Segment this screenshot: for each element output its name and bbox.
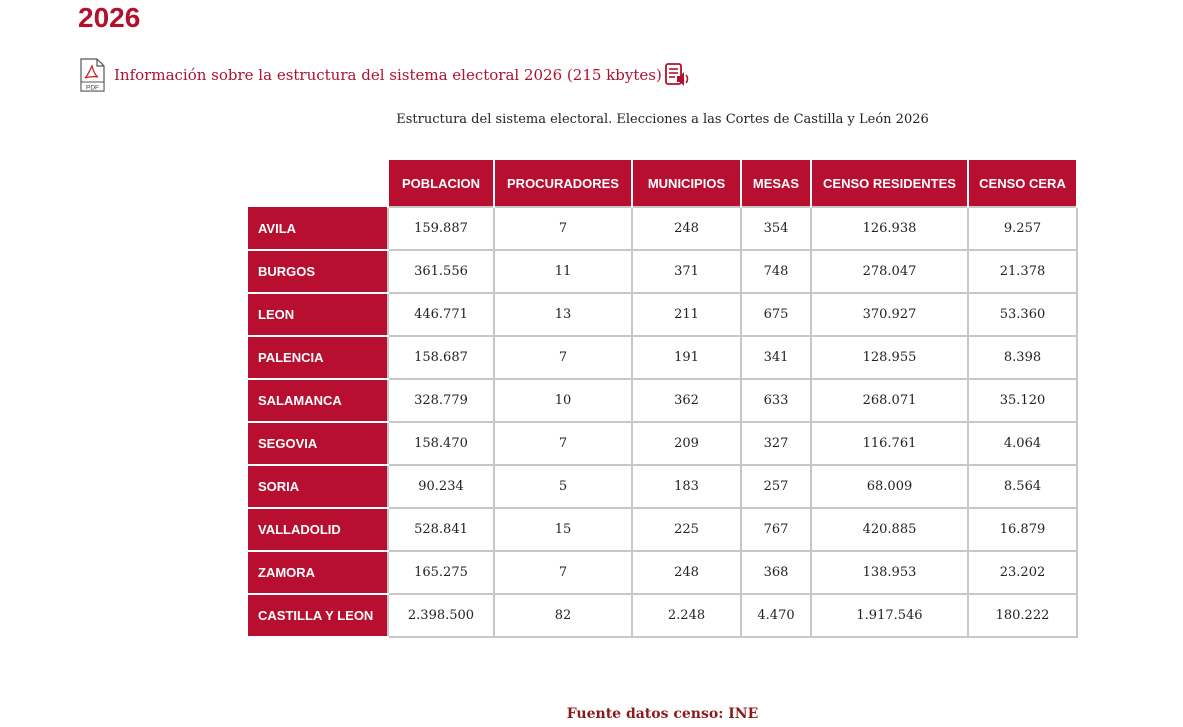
table-cell: 7 [494,551,632,594]
table-cell: 159.887 [388,207,494,250]
table-cell: 211 [632,293,741,336]
table-cell: 128.955 [811,336,968,379]
table-cell: 341 [741,336,811,379]
table-cell: 180.222 [968,594,1077,637]
table-row [248,508,1077,551]
table-cell: 5 [494,465,632,508]
table-cell: 675 [741,293,811,336]
province-name: BURGOS [248,250,388,293]
province-name: SEGOVIA [248,422,388,465]
data-source: Fuente datos censo: INE [566,706,759,722]
table-cell: 10 [494,379,632,422]
table-cell: 370.927 [811,293,968,336]
table-cell: 16.879 [968,508,1077,551]
table-row [248,465,1077,508]
table-cell: 361.556 [388,250,494,293]
table-cell: 158.687 [388,336,494,379]
read-aloud-icon[interactable] [664,62,690,88]
table-cell: 268.071 [811,379,968,422]
table-cell: 528.841 [388,508,494,551]
table-cell: 82 [494,594,632,637]
table-cell: 633 [741,379,811,422]
table-cell: 278.047 [811,250,968,293]
table-cell: 2.248 [632,594,741,637]
table-cell: 225 [632,508,741,551]
header-poblacion: POBLACION [388,160,494,207]
province-name: SORIA [248,465,388,508]
header-mesas: MESAS [741,160,811,207]
province-name: VALLADOLID [248,508,388,551]
table-cell: 138.953 [811,551,968,594]
pdf-file-icon[interactable] [78,58,106,92]
table-cell: 8.398 [968,336,1077,379]
table-cell: 362 [632,379,741,422]
table-cell: 257 [741,465,811,508]
table-row [248,293,1077,336]
header-censo-cera: CENSO CERA [968,160,1077,207]
table-body [248,207,1077,637]
province-name: AVILA [248,207,388,250]
header-corner [248,160,388,207]
table-cell: 1.917.546 [811,594,968,637]
table-cell: 371 [632,250,741,293]
table-cell: 7 [494,207,632,250]
table-row [248,336,1077,379]
province-name: ZAMORA [248,551,388,594]
table-cell: 35.120 [968,379,1077,422]
table-cell: 158.470 [388,422,494,465]
pdf-icon-label: PDF [86,84,99,92]
table-row [248,551,1077,594]
table-cell: 9.257 [968,207,1077,250]
table-cell: 767 [741,508,811,551]
table-cell: 7 [494,422,632,465]
table-cell: 68.009 [811,465,968,508]
electoral-structure-table [248,160,1078,638]
table-cell: 15 [494,508,632,551]
table-row [248,250,1077,293]
table-cell: 248 [632,551,741,594]
pdf-download-link[interactable]: Información sobre la estructura del sistema electoral 2026 (215 kbytes) [114,66,662,84]
table-cell: 53.360 [968,293,1077,336]
province-name: PALENCIA [248,336,388,379]
header-municipios: MUNICIPIOS [632,160,741,207]
table-cell: 90.234 [388,465,494,508]
header-procuradores: PROCURADORES [494,160,632,207]
table-cell: 209 [632,422,741,465]
table-cell: 21.378 [968,250,1077,293]
table-cell: 126.938 [811,207,968,250]
table-header-row [248,160,1077,207]
table-caption: Estructura del sistema electoral. Elecciones a las Cortes de Castilla y León 2026 [396,112,929,127]
table-cell: 23.202 [968,551,1077,594]
table-cell: 354 [741,207,811,250]
table-row [248,379,1077,422]
table-cell: 420.885 [811,508,968,551]
table-row [248,207,1077,250]
table-row [248,422,1077,465]
table-cell: 4.064 [968,422,1077,465]
table-cell: 4.470 [741,594,811,637]
pdf-download-row [78,58,690,92]
page-title: 2026 [78,2,141,33]
table-cell: 13 [494,293,632,336]
province-name: LEON [248,293,388,336]
table-cell: 116.761 [811,422,968,465]
table-cell: 11 [494,250,632,293]
table-cell: 7 [494,336,632,379]
table-cell: 248 [632,207,741,250]
header-censo-residentes: CENSO RESIDENTES [811,160,968,207]
table-cell: 368 [741,551,811,594]
province-name: CASTILLA Y LEON [248,594,388,637]
table-cell: 446.771 [388,293,494,336]
table-row [248,594,1077,637]
province-name: SALAMANCA [248,379,388,422]
table-cell: 165.275 [388,551,494,594]
table-cell: 8.564 [968,465,1077,508]
table-cell: 328.779 [388,379,494,422]
table-cell: 183 [632,465,741,508]
table-cell: 748 [741,250,811,293]
table-cell: 327 [741,422,811,465]
table-cell: 191 [632,336,741,379]
table-cell: 2.398.500 [388,594,494,637]
